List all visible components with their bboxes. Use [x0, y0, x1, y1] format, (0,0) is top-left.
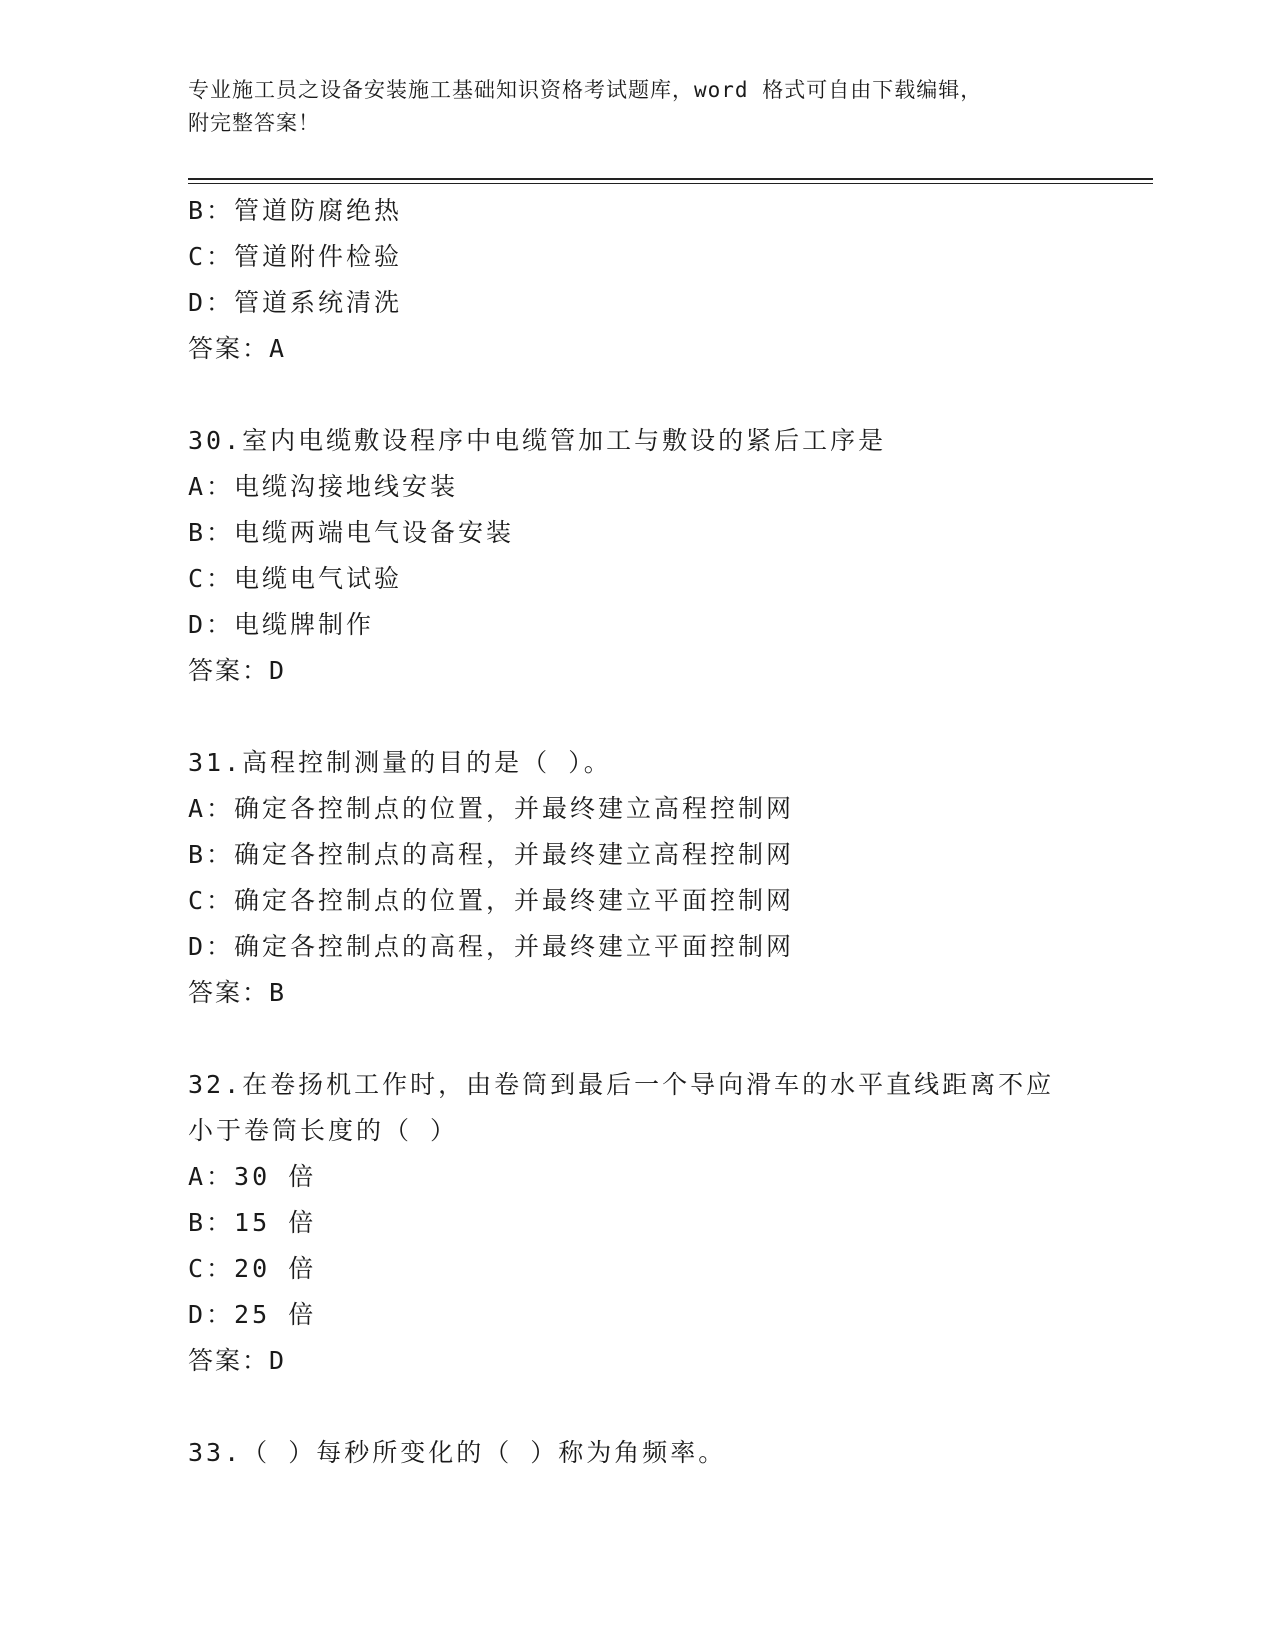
question-text-line-2: 小于卷筒长度的（ ）: [188, 1116, 459, 1145]
question-text-line-1: 32.在卷扬机工作时，由卷筒到最后一个导向滑车的水平直线距离不应: [188, 1070, 1055, 1099]
option-c: C：20 倍: [188, 1254, 317, 1283]
answer-label: 答案：: [188, 334, 270, 363]
option-a: A：确定各控制点的位置，并最终建立高程控制网: [188, 794, 795, 823]
answer-line: [188, 970, 1108, 1016]
option-d: D：确定各控制点的高程，并最终建立平面控制网: [188, 932, 795, 961]
answer-line: [188, 326, 1108, 372]
option-d: D：电缆牌制作: [188, 610, 375, 639]
question-32: [188, 1062, 1108, 1384]
option-a: A：30 倍: [188, 1162, 317, 1191]
question-33: [188, 1430, 1108, 1476]
document-header: [188, 74, 1088, 140]
answer-line: [188, 1338, 1108, 1384]
answer-label: 答案：: [188, 978, 270, 1007]
answer-value: D: [269, 656, 287, 685]
answer-label: 答案：: [188, 1346, 270, 1375]
option-a: A：电缆沟接地线安装: [188, 472, 459, 501]
option-c: C：电缆电气试验: [188, 564, 403, 593]
option-b: B：15 倍: [188, 1208, 317, 1237]
answer-line: [188, 648, 1108, 694]
question-text: 33.（ ）每秒所变化的（ ）称为角频率。: [188, 1438, 727, 1467]
question-list: [188, 188, 1108, 1476]
answer-label: 答案：: [188, 656, 270, 685]
option-b: B：电缆两端电气设备安装: [188, 518, 515, 547]
question-31: [188, 740, 1108, 1016]
option-d: D：管道系统清洗: [188, 288, 403, 317]
option-d: D：25 倍: [188, 1300, 317, 1329]
option-b: B：管道防腐绝热: [188, 196, 403, 225]
header-divider-thin: [188, 183, 1153, 184]
question-text: 31.高程控制测量的目的是（ ）。: [188, 748, 612, 777]
option-c: C：管道附件检验: [188, 242, 403, 271]
question-text: 30.室内电缆敷设程序中电缆管加工与敷设的紧后工序是: [188, 426, 887, 455]
spacer: [188, 1016, 1108, 1062]
question-30: [188, 418, 1108, 694]
spacer: [188, 372, 1108, 418]
spacer: [188, 1384, 1108, 1430]
header-divider-thick: [188, 178, 1153, 180]
option-c: C：确定各控制点的位置，并最终建立平面控制网: [188, 886, 795, 915]
option-b: B：确定各控制点的高程，并最终建立高程控制网: [188, 840, 795, 869]
header-title-line-2: 附完整答案！: [188, 111, 320, 135]
question-29-continued: [188, 188, 1108, 372]
header-title-line-1: 专业施工员之设备安装施工基础知识资格考试题库，word 格式可自由下载编辑，: [188, 78, 983, 102]
answer-value: A: [269, 334, 287, 363]
answer-value: B: [269, 978, 287, 1007]
answer-value: D: [269, 1346, 287, 1375]
spacer: [188, 694, 1108, 740]
